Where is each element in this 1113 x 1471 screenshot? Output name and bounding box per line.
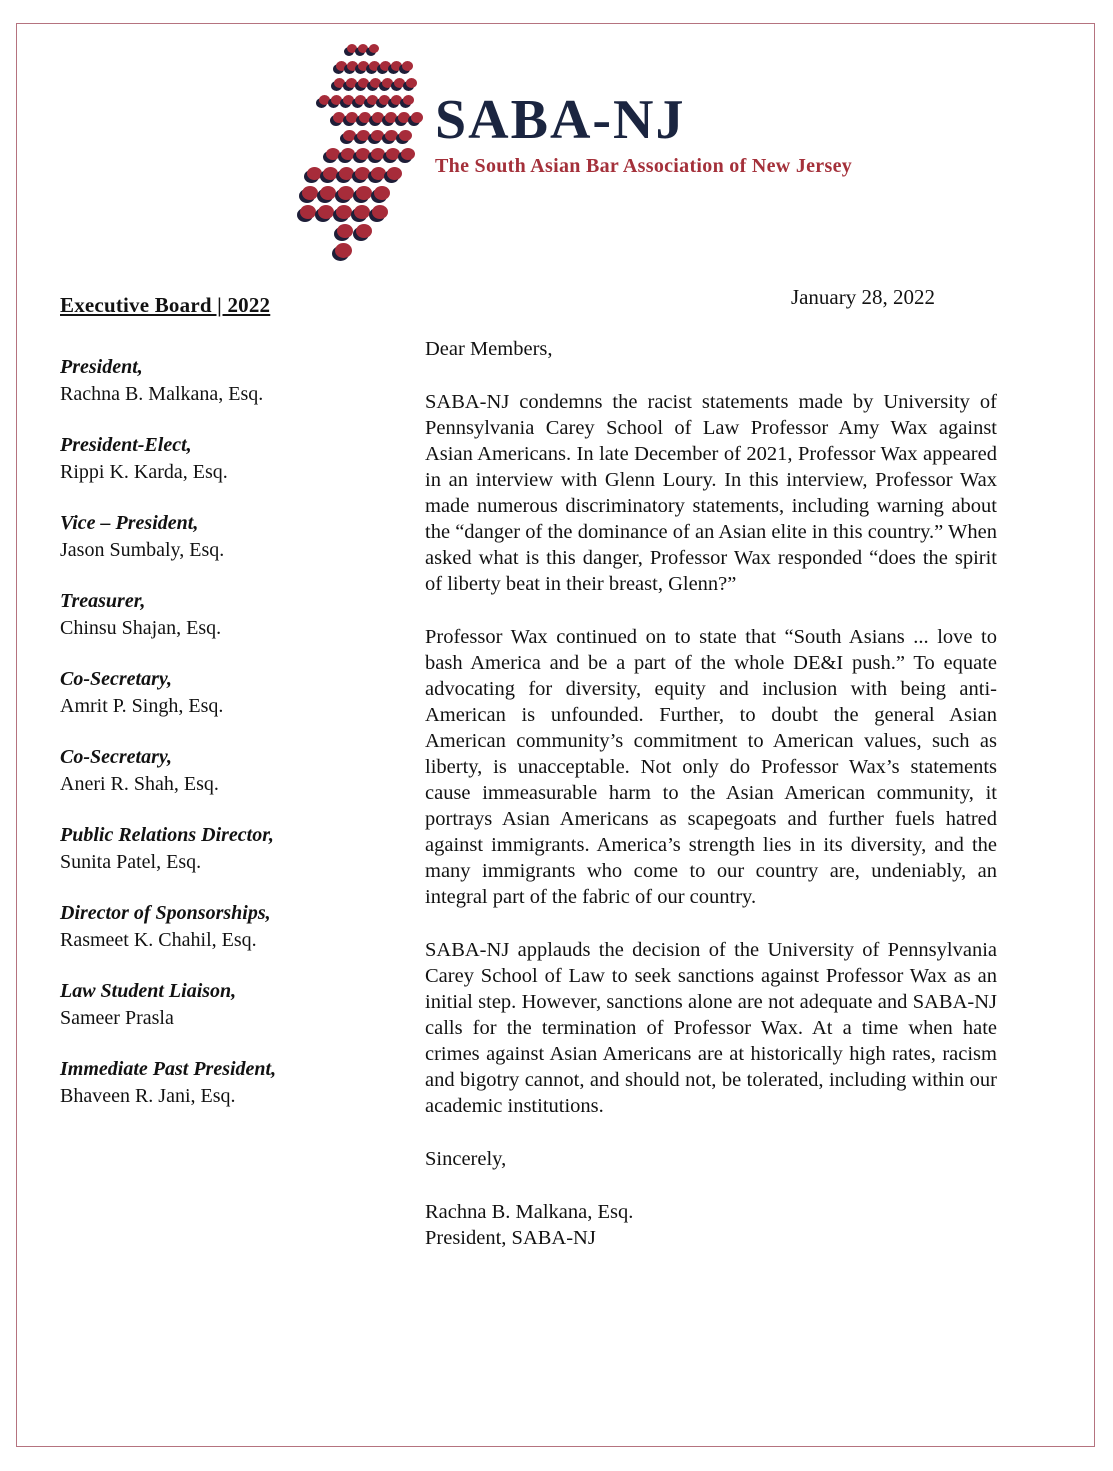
board-member	[60, 978, 405, 1032]
signature-name: Rachna B. Malkana, Esq.	[425, 1201, 634, 1223]
board-member-role: Law Student Liaison,	[60, 980, 237, 1002]
signature-title: President, SABA-NJ	[425, 1227, 596, 1249]
board-member	[60, 354, 405, 408]
board-member-role: Public Relations Director,	[60, 824, 274, 846]
board-member-role: President,	[60, 356, 143, 378]
board-member-name: Amrit P. Singh, Esq.	[60, 695, 224, 717]
board-member-name: Bhaveen R. Jani, Esq.	[60, 1085, 236, 1107]
signature-block	[425, 1199, 997, 1251]
board-member-list	[60, 354, 405, 1110]
board-member-name: Rasmeet K. Chahil, Esq.	[60, 929, 257, 951]
board-member-role: Immediate Past President,	[60, 1058, 277, 1080]
board-member-name: Jason Sumbaly, Esq.	[60, 539, 225, 561]
letter-paragraph: SABA-NJ condemns the racist statements made by University of Pennsylvania Carey School of Law Professor Amy Wax against Asian Americans. In late December of 2021, Professor Wax appeared in an interview with Glenn Loury. In this interview, Professor Wax made numerous discriminatory statements, including warning about the “danger of the dominance of an Asian elite in this country.” When asked what is this danger, Professor Wax responded “does the spirit of liberty beat in their breast, Glenn?”	[425, 391, 997, 595]
board-member-role: President-Elect,	[60, 434, 192, 456]
board-member	[60, 510, 405, 564]
logo-title: SABA-NJ	[435, 89, 686, 151]
board-member-name: Aneri R. Shah, Esq.	[60, 773, 219, 795]
board-member-name: Rachna B. Malkana, Esq.	[60, 383, 264, 405]
letter-paragraph: Professor Wax continued on to state that “South Asians ... love to bash America and be a part of the whole DE&I push.” To equate advocating for diversity, equity and inclusion with being anti-American is unfounded. Further, to doubt the general Asian American community’s commitment to American values, such as liberty, is unacceptable. Not only do Professor Wax’s statements cause immeasurable harm to the Asian American community, it portrays Asian Americans as scapegoats and further fuels hatred against immigrants. America’s strength lies in its diversity, and the many immigrants who come to our country are, undeniably, an integral part of the fabric of our country.	[425, 626, 997, 908]
board-member	[60, 900, 405, 954]
board-member	[60, 822, 405, 876]
new-jersey-dot-map-icon	[290, 36, 445, 264]
letter-paragraph: SABA-NJ applauds the decision of the University of Pennsylvania Carey School of Law to seek sanctions against Professor Wax as an initial step. However, sanctions alone are not adequate and SABA-NJ calls for the termination of Professor Wax. At a time when hate crimes against Asian Americans are at historically high rates, racism and bigotry cannot, and should not, be tolerated, including within our academic institutions.	[425, 939, 997, 1117]
letter-date: January 28, 2022	[790, 285, 935, 309]
board-member	[60, 588, 405, 642]
board-member-role: Treasurer,	[60, 590, 146, 612]
logo-text	[435, 89, 853, 178]
executive-board-heading: Executive Board | 2022	[60, 293, 271, 317]
letter-paragraphs	[425, 389, 997, 1119]
salutation: Dear Members,	[425, 338, 553, 360]
logo-tagline: The South Asian Bar Association of New Jersey	[435, 155, 853, 177]
board-member-role: Vice – President,	[60, 512, 199, 534]
board-member-name: Sunita Patel, Esq.	[60, 851, 202, 873]
board-member-role: Co-Secretary,	[60, 668, 173, 690]
executive-board-sidebar	[60, 293, 405, 1134]
saba-nj-logo	[290, 36, 900, 264]
board-member	[60, 744, 405, 798]
board-member-name: Rippi K. Karda, Esq.	[60, 461, 228, 483]
board-member	[60, 666, 405, 720]
board-member-name: Chinsu Shajan, Esq.	[60, 617, 222, 639]
closing: Sincerely,	[425, 1148, 507, 1170]
board-member-role: Co-Secretary,	[60, 746, 173, 768]
letter-body	[425, 284, 997, 1251]
board-member	[60, 432, 405, 486]
board-member	[60, 1056, 405, 1110]
board-member-role: Director of Sponsorships,	[60, 902, 271, 924]
board-member-name: Sameer Prasla	[60, 1007, 174, 1029]
